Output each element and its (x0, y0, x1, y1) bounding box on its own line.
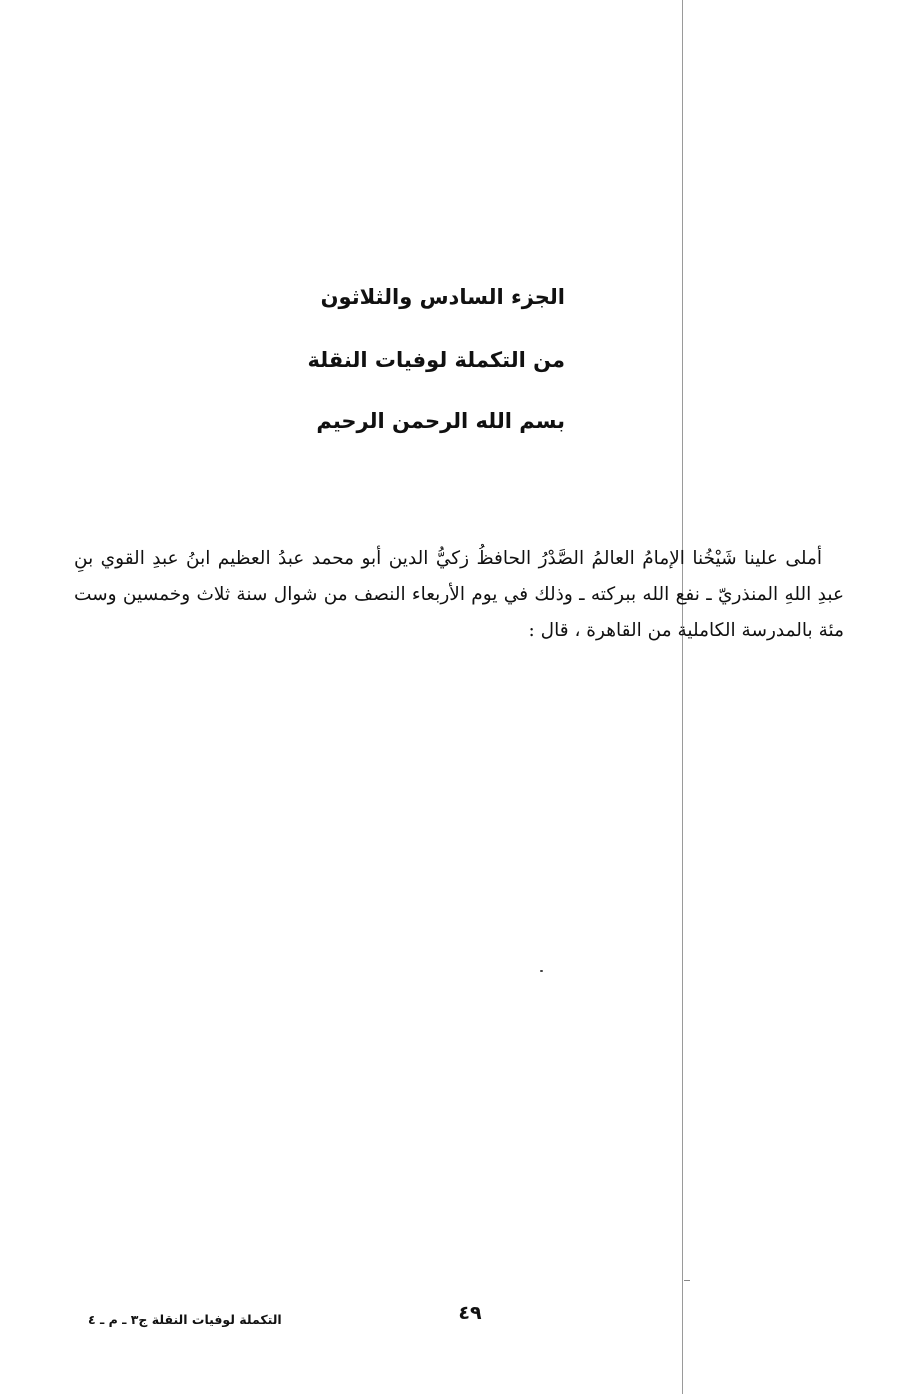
page-fold-line (682, 0, 683, 1394)
book-subtitle: من التكملة لوفيات النقلة (307, 348, 565, 372)
footer-book-title: التكملة لوفيات النقلة ج٣ ـ م ـ ٤ (88, 1312, 282, 1327)
section-heading-basmala (200, 406, 565, 436)
section-heading-book (200, 345, 565, 375)
scan-speck (540, 970, 543, 972)
basmala: بسم الله الرحمن الرحيم (316, 409, 565, 433)
opening-paragraph: أملى علينا شَيْخُنا الإمامُ العالمُ الصَّدْرُ الحافظُ زكيُّ الدين أبو محمد عبدُ العظيم ابنُ عبدِ القوي بنِ عبدِ اللهِ المنذريّ ـ نفع الله ببركته ـ وذلك في يوم الأربعاء النصف من شوال سنة ثلاث وخمسين وست مئة بالمدرسة الكاملية من القاهرة ، قال : (74, 547, 844, 641)
part-title: الجزء السادس والثلاثون (320, 285, 565, 309)
page-number: ٤٩ (458, 1302, 482, 1324)
section-heading-part (200, 282, 565, 312)
scan-mark (684, 1280, 690, 1281)
